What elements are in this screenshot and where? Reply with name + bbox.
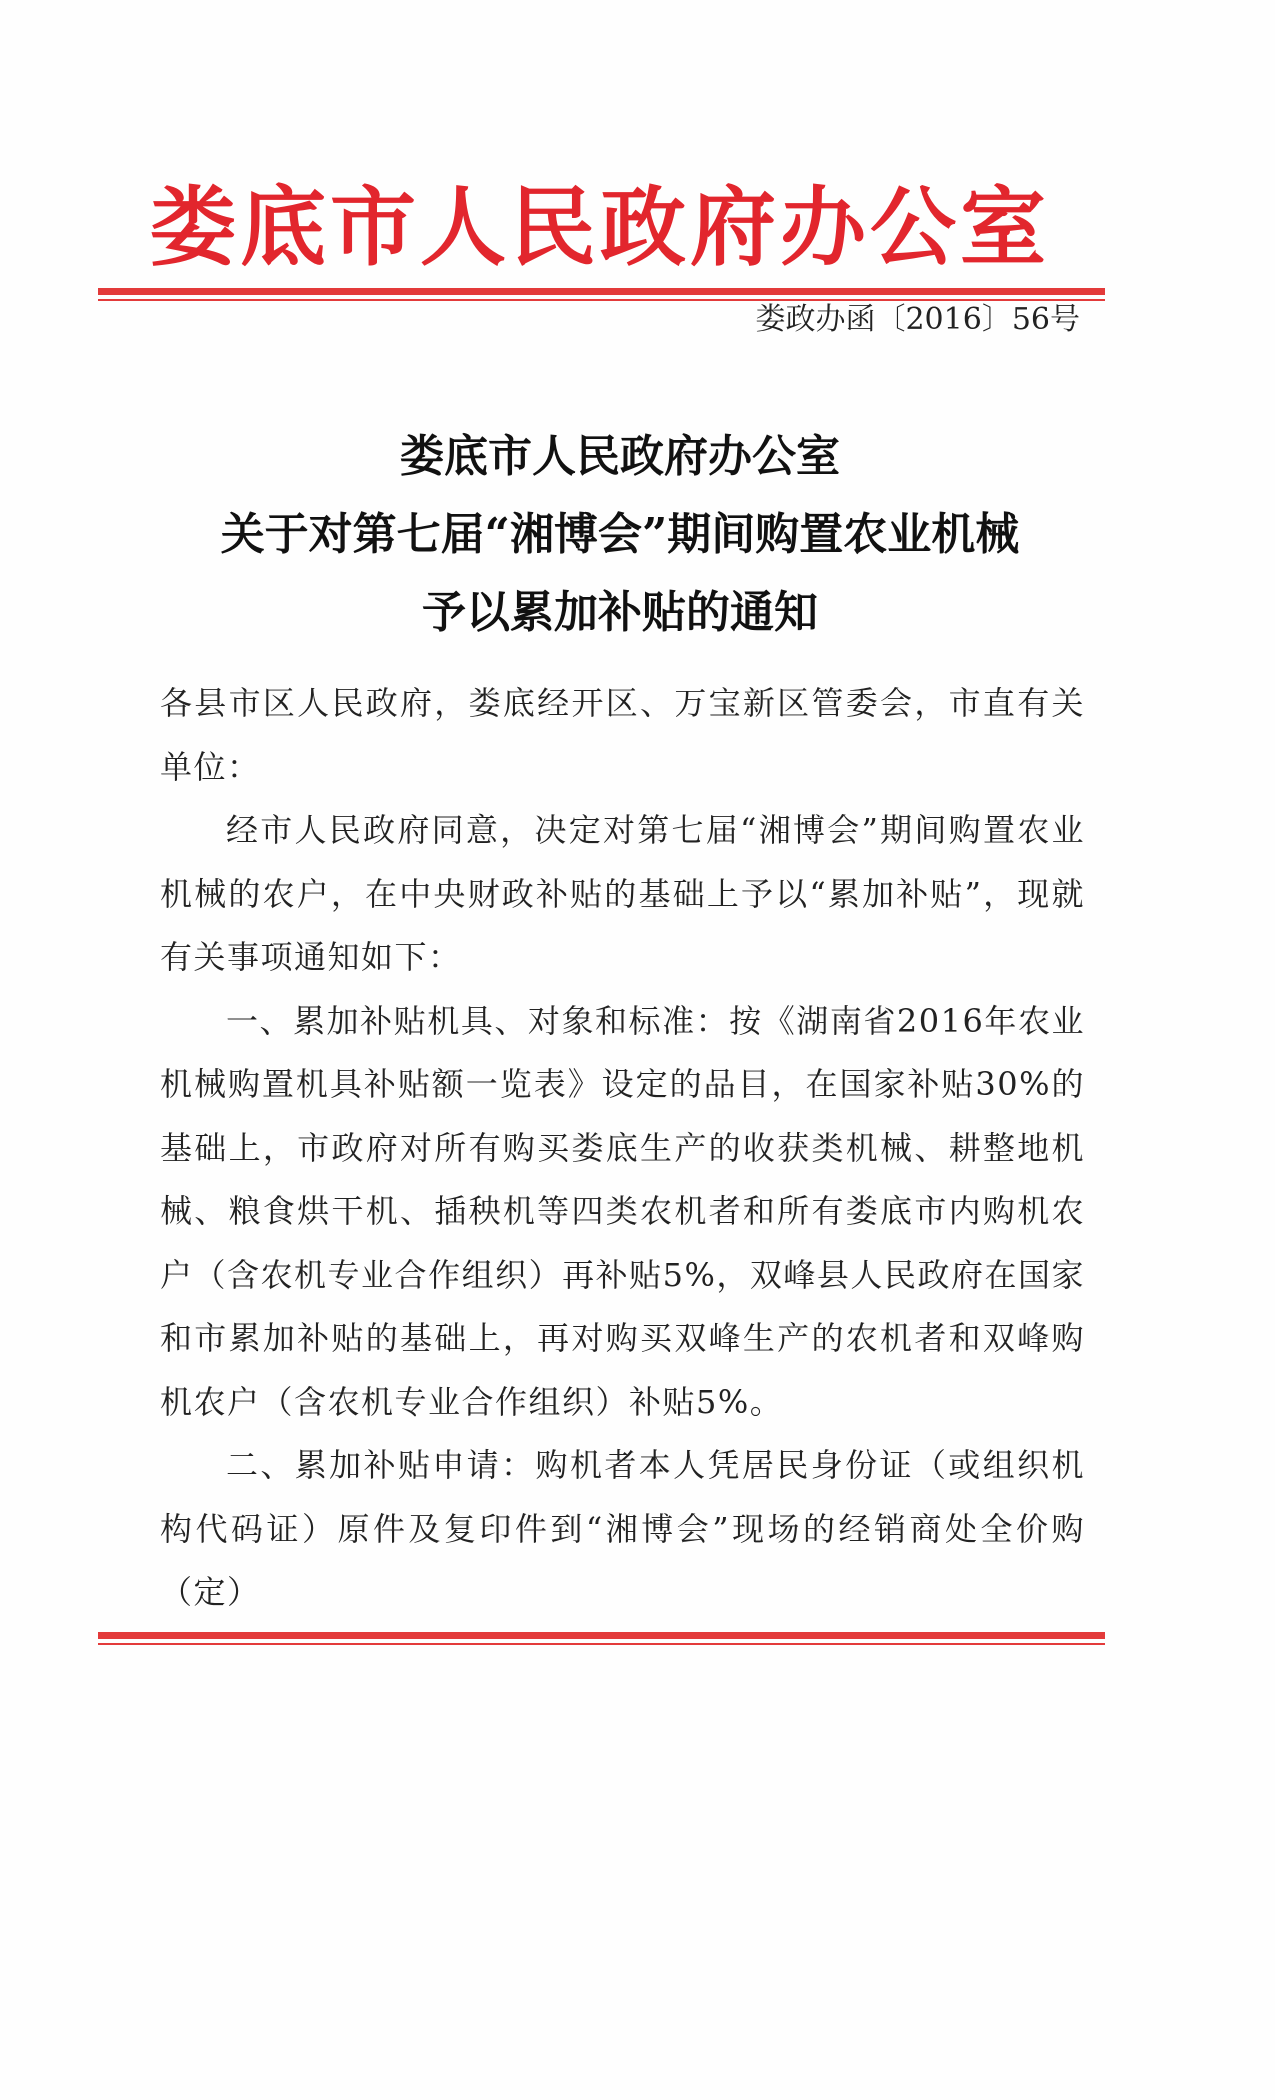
title-line-1: 娄底市人民政府办公室 (400, 431, 840, 482)
paragraph-section-1: 一、累加补贴机具、对象和标准：按《湖南省2016年农业机械购置机具补贴额一览表》设定的品目，在国家补贴30%的基础上，市政府对所有购买娄底生产的收获类机械、耕整地机械、粮食烘干机、插秧机等四类农机者和所有娄底市内购机农户（含农机专业合作组织）再补贴5%，双峰县人民政府在国家和市累加补贴的基础上，再对购买双峰生产的农机者和双峰购机农户（含农机专业合作组织）补贴5%。 (160, 1001, 1085, 1421)
document-number: 娄政办函〔2016〕56号 (755, 302, 1080, 337)
title-line-3: 予以累加补贴的通知 (422, 587, 818, 638)
title-line-2: 关于对第七届“湘博会”期间购置农业机械 (220, 509, 1020, 560)
salutation: 各县市区人民政府，娄底经开区、万宝新区管委会，市直有关单位： (160, 684, 1085, 786)
footer-red-divider (98, 1632, 1105, 1645)
paragraph-intro: 经市人民政府同意，决定对第七届“湘博会”期间购置农业机械的农户，在中央财政补贴的基础上予以“累加补贴”，现就有关事项通知如下： (160, 811, 1085, 976)
paragraph-section-2: 二、累加补贴申请：购机者本人凭居民身份证（或组织机构代码证）原件及复印件到“湘博会”现场的经销商处全价购（定） (160, 1446, 1085, 1611)
document-title (120, 418, 1120, 652)
issuer-heading: 娄底市人民政府办公室 (150, 177, 1050, 278)
document-body (160, 672, 1085, 1625)
